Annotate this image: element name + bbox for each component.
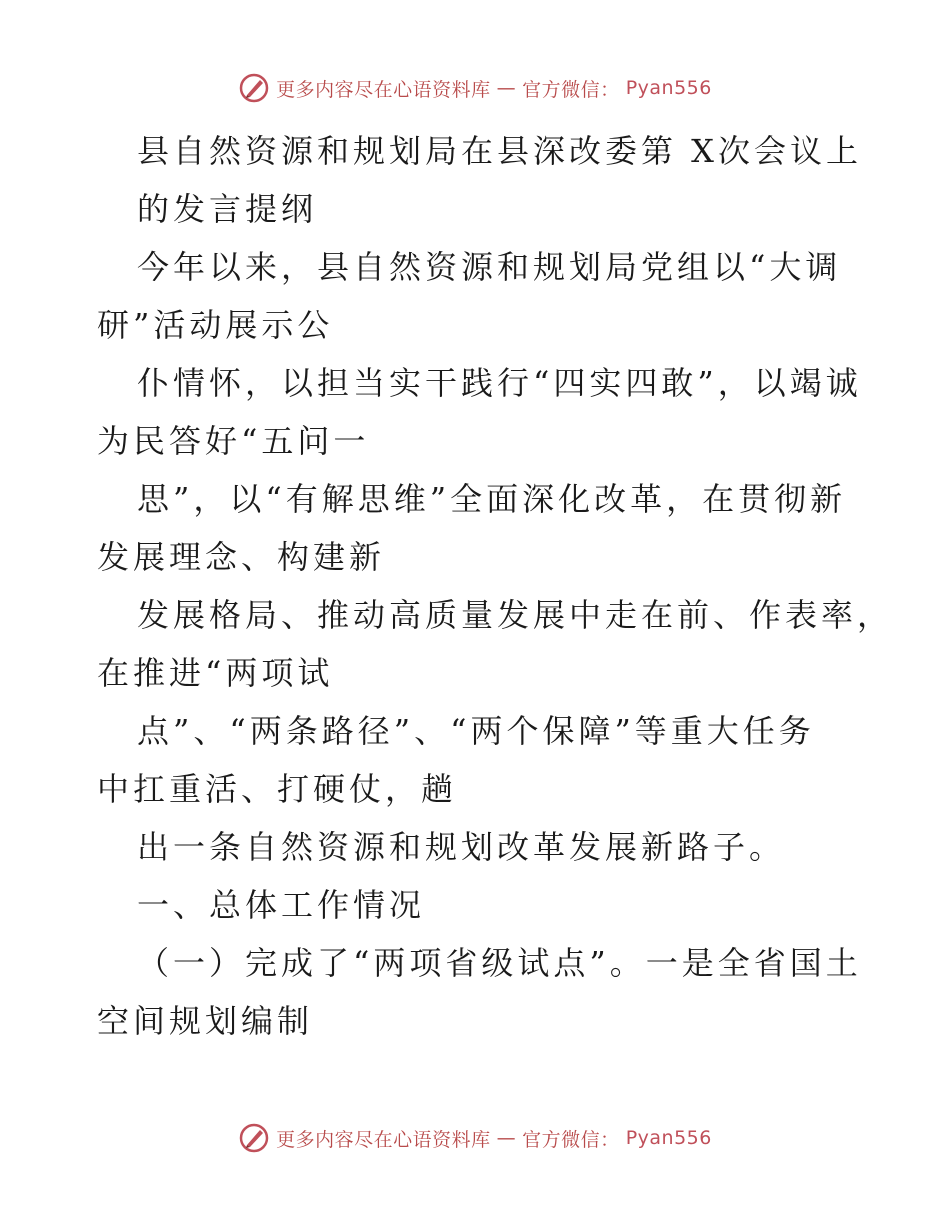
quill-logo-icon: [238, 1122, 270, 1154]
title-line-1: 县自然资源和规划局在县深改委第 X次会议上: [137, 132, 862, 170]
paragraph-line: 思”，以“有解思维”全面深化改革，在贯彻新: [137, 480, 847, 518]
watermark-dash: —: [496, 1127, 517, 1149]
watermark-wechat-id: Pyan556: [625, 1127, 712, 1149]
paragraph-line: 发展理念、构建新: [97, 538, 386, 576]
watermark-contact-prefix: 官方微信：: [522, 78, 620, 101]
paragraph-line: （一）完成了“两项省级试点”。一是全省国土: [137, 944, 862, 982]
title-line-2: 的发言提纲: [137, 190, 318, 228]
watermark-site-text: 更多内容尽在心语资料库: [276, 1128, 491, 1151]
paragraph-line: 今年以来，县自然资源和规划局党组以“大调: [137, 248, 842, 286]
paragraph-line: 空间规划编制: [97, 1002, 314, 1040]
paragraph-line: 在推进“两项试: [97, 654, 334, 692]
document-body: [97, 122, 894, 1050]
paragraph-line: 为民答好“五问一: [97, 422, 370, 460]
paragraph-line: 仆情怀，以担当实干践行“四实四敢”，以竭诚: [137, 364, 862, 402]
watermark-dash: —: [496, 77, 517, 99]
quill-logo-icon: [238, 72, 270, 104]
watermark-banner-bottom: [0, 1122, 950, 1154]
watermark-site-text: 更多内容尽在心语资料库: [276, 78, 491, 101]
watermark-wechat-id: Pyan556: [625, 77, 712, 99]
watermark-banner-top: [0, 72, 950, 104]
paragraph-line: 点”、“两条路径”、“两个保障”等重大任务: [137, 712, 815, 750]
watermark-contact-prefix: 官方微信：: [522, 1128, 620, 1151]
section-heading: 一、总体工作情况: [137, 886, 426, 924]
paragraph-line: 研”活动展示公: [97, 306, 334, 344]
paragraph-line: 中扛重活、打硬仗，趟: [97, 770, 458, 808]
paragraph-line: 出一条自然资源和规划改革发展新路子。: [137, 828, 786, 866]
paragraph-line: 发展格局、推动高质量发展中走在前、作表率，: [137, 596, 894, 634]
